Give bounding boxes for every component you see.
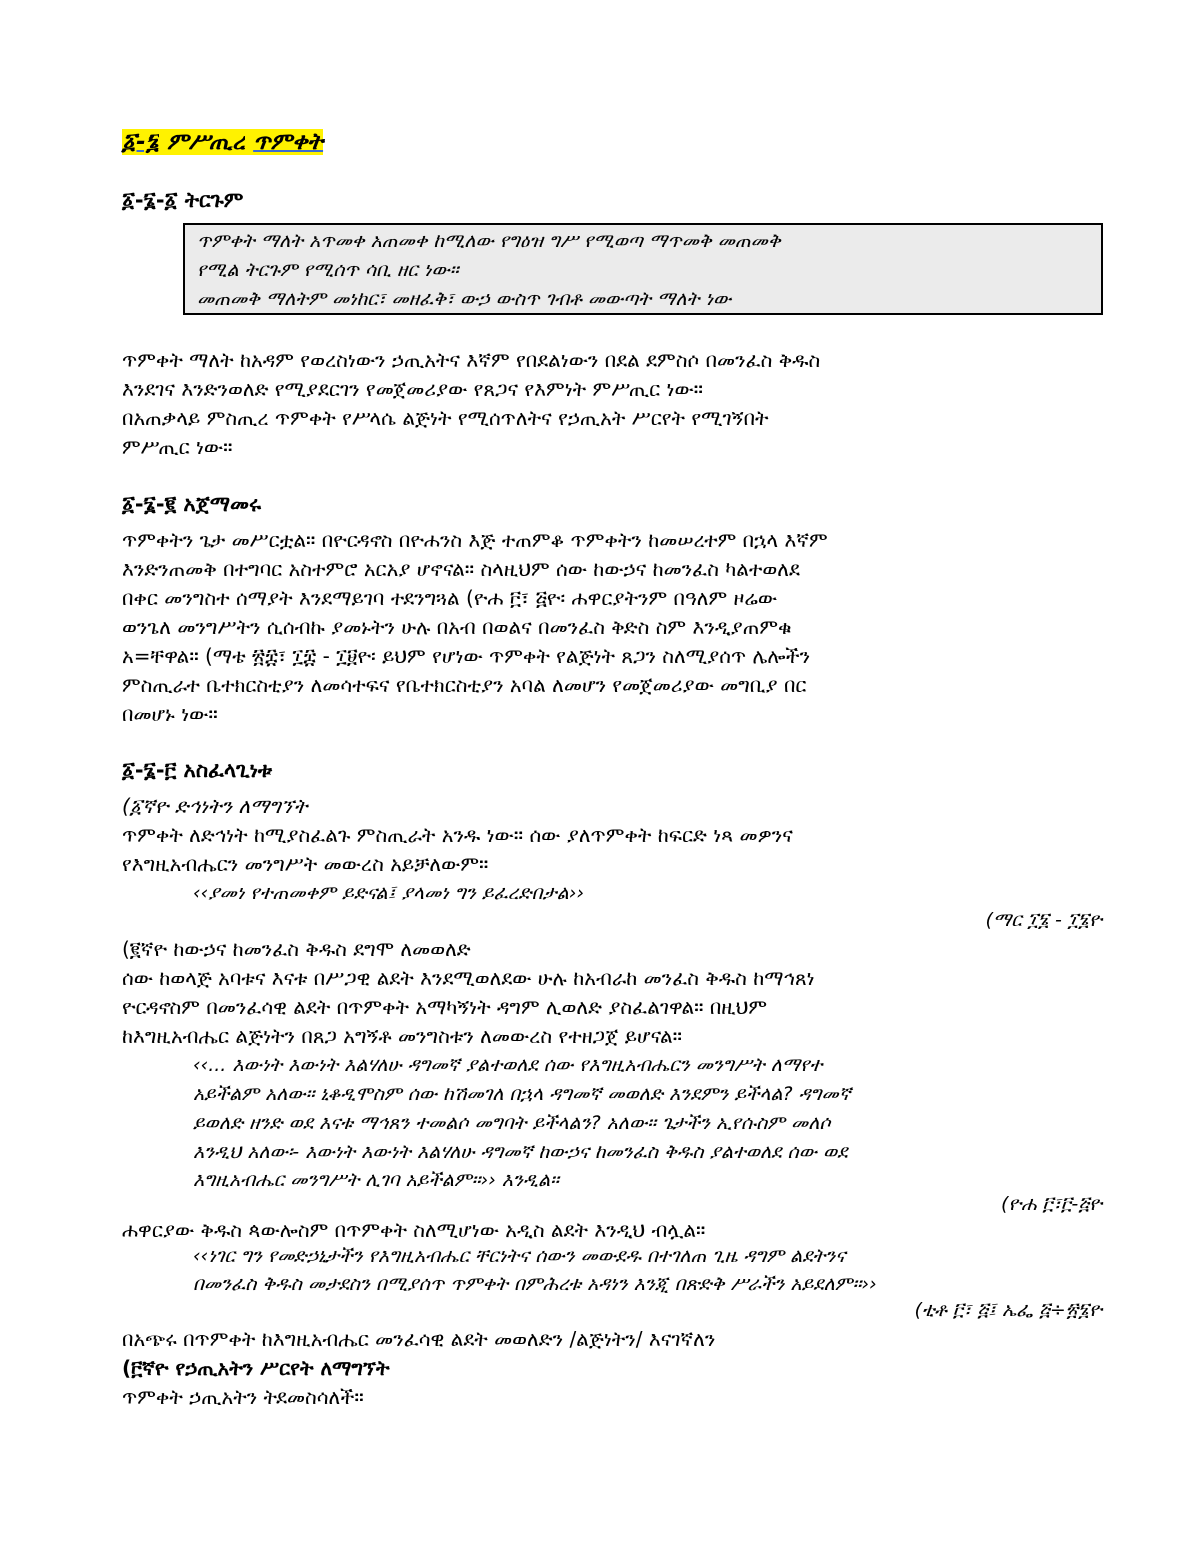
quote-line: እግዚአብሔር መንግሥት ሊገባ አይችልም።›› እንዲል። [193, 1169, 559, 1191]
paragraph-line: በቀር መንግስተ ሰማያት እንደማይገባ ተደንግጓል (ዮሐ ፫፣ ፭ዮ፡ ሐዋርያትንም በዓለም ዞሬው [122, 586, 778, 610]
paragraph-line: በአጠቃላይ ምስጢረ ጥምቀት የሥላሴ ልጅነት የሚሰጥለትና የኃጢአት ሥርየት የሚገኝበት [122, 406, 769, 430]
paragraph-line: ምሥጢር ነው። [122, 435, 233, 459]
box-line: የሚል ትርጉም የሚሰጥ ሳቢ ዘር ነው። [197, 259, 459, 281]
quote-line: ‹‹... እውነት እውነት እልሃለሁ ዳግመኛ ያልተወለደ ሰው የእግዚአብሔርን መንግሥት ለማየተ [193, 1054, 823, 1076]
quote-line: አይችልም አለው። ኒቆዲሞስም ሰው ከሽመገለ በኋላ ዳግመኛ መወለድ እንደምን ይችላል? ዳግመኛ [193, 1083, 851, 1105]
title-space-2 [245, 129, 253, 155]
paragraph-line: ጥምቀት ማለት ከአዳም የወረስነውን ኃጢአትና እኛም የበደልነውን በደል ደምስሶ በመንፈስ ቅዱስ [122, 348, 821, 372]
quote-line: ‹‹ነገር ግን የመድኃኒታችን የእግዚአብሔር ቸርነትና ሰውን መውደዱ በተገለጠ ጊዜ ዳግም ልደትንና [193, 1245, 846, 1267]
paragraph-line: ጥምቀት ለድኅነት ከሚያስፈልጉ ምስጢራት አንዱ ነው። ሰው ያለጥምቀት ከፍርድ ነጻ መዎንና [122, 823, 793, 847]
scripture-reference: (ቲቶ ፫፣ ፭፤ ኤፌ ፭÷፳፮ዮ [914, 1299, 1102, 1321]
paragraph-line: ሰው ከወላጅ አባቱና እናቱ በሥጋዊ ልደት እንደሚወለደው ሁሉ ከአብራከ መንፈስ ቅዱስ ከማኅጸነ [122, 966, 815, 990]
paragraph-line: እንድንጠመቅ በተግባር አስተምሮ አርአያ ሆኖናል። ስላዚህም ሰው ከውኃና ከመንፈስ ካልተወለደ [122, 557, 800, 581]
paragraph-line: ምስጢራተ ቤተክርስቲያን ለመሳተፍና የቤተክርስቲያን አባል ለመሆን የመጀመሪያው መግቢያ በር [122, 673, 807, 697]
scripture-reference: (ማር ፲፮ - ፲፮ዮ [985, 909, 1102, 931]
paragraph-line: ጥምቀት ኃጢአትን ትደመስሳለች። [122, 1385, 364, 1409]
section-number: ፩-፮ [122, 129, 160, 155]
scripture-reference: (ዮሐ ፫፣፫-፭ዮ [1000, 1193, 1102, 1215]
paragraph-line: ጥምቀትን ጌታ መሥርቷል። በዮርዳኖስ በዮሐንስ እጅ ተጠምቆ ጥምቀትን ከመሠረተም በኋላ እኛም [122, 528, 828, 552]
heading-origin: ፩-፮-፪ አጀማመሩ [122, 492, 262, 516]
section-title [122, 128, 323, 156]
paragraph-line: ከእግዚአብሔር ልጅነትን በጸጋ አግኝቶ መንግስቱን ለመውረስ የተዘጋጀ ይሆናል። [122, 1024, 682, 1048]
quote-line: ‹‹ያመነ የተጠመቀም ይድናል፤ ያላመነ ግን ይፈረድበታል›› [193, 882, 584, 904]
item1-title: (፩ኛዮ ድኅነትን ለማግኘት [122, 794, 308, 818]
paragraph-line: የእግዚአብሔርን መንግሥት መውረስ አይቻለውም። [122, 852, 489, 876]
quote-line: እንዲህ አለው፡- እውነት እውነት እልሃለሁ ዳግመኛ ከውኃና ከመንፈስ ቅዱስ ያልተወለደ ሰው ወደ [193, 1141, 848, 1163]
paragraph-line: ዮርዳኖስም በመንፈሳዊ ልደት በጥምቀት አማካኝነት ዳግም ሊወለድ ያስፈልገዋል። በዚህም [122, 995, 768, 1019]
paragraph-line: አ=ቸዋል። (ማቴ ፳፰፣ ፲፰ - ፲፱ዮ፡ ይህም የሆነው ጥምቀት የልጅነት ጸጋን ስለሚያሰጥ ሌሎችን [122, 644, 811, 668]
title-space [159, 129, 167, 155]
section-title-word2: ጥምቀት [253, 129, 324, 155]
paragraph-line: ሐዋርያው ቅዱስ ጳውሎስም በጥምቀት ስለሚሆነው አዲስ ልደት እንዲህ ብሏል። [122, 1218, 706, 1242]
quote-line: በመንፈስ ቅዱስ መታደስን በሚያሰጥ ጥምቀት በምሕረቱ አዳነን እንጂ በጽድቅ ሥራችን አይደለም።›› [193, 1273, 877, 1295]
summary-line: በአጭሩ በጥምቀት ከእግዚአብሔር መንፈሳዊ ልደት መወለድን /ልጅነትን/ እናገኛለን [122, 1327, 716, 1351]
paragraph-line: ወንጌለ መንግሥትን ሲሰብኩ ያመኑትን ሁሉ በአብ በወልና በመንፈስ ቅድስ ስም እንዲያጠምቁ [122, 615, 792, 639]
paragraph-line: እንደገና እንድንወለድ የሚያደርገን የመጀመሪያው የጸጋና የእምነት ምሥጢር ነው። [122, 377, 704, 401]
heading-definition: ፩-፮-፩ ትርጉም [122, 188, 244, 212]
definition-box [183, 223, 1103, 315]
box-line: ጥምቀት ማለት አጥመቀ አጠመቀ ከሚለው የግዕዝ ግሥ የሚወጣ ማጥመቅ መጠመቅ [197, 230, 781, 252]
heading-importance: ፩-፮-፫ አስፈላጊነቱ [122, 758, 273, 782]
item2-title: (፪ኛዮ ከውኃና ከመንፈስ ቅዱስ ደግሞ ለመወለድ [122, 937, 471, 961]
paragraph-line: በመሆኑ ነው። [122, 702, 218, 726]
item3-title: (፫ኛዮ የኃጢአትን ሥርየት ለማግኘት [122, 1356, 390, 1380]
box-line: መጠመቅ ማለትም መነከር፣ መዘፈቅ፣ ውኃ ውስጥ ገብቶ መውጣት ማለት ነው [197, 288, 732, 310]
quote-line: ይወለድ ዘንድ ወደ እናቱ ማኅጸን ተመልሶ መግባት ይችላልን? አለው። ጌታችን ኢየሱስም መለሶ [193, 1112, 831, 1134]
section-title-word1: ምሥጢረ [167, 129, 246, 155]
